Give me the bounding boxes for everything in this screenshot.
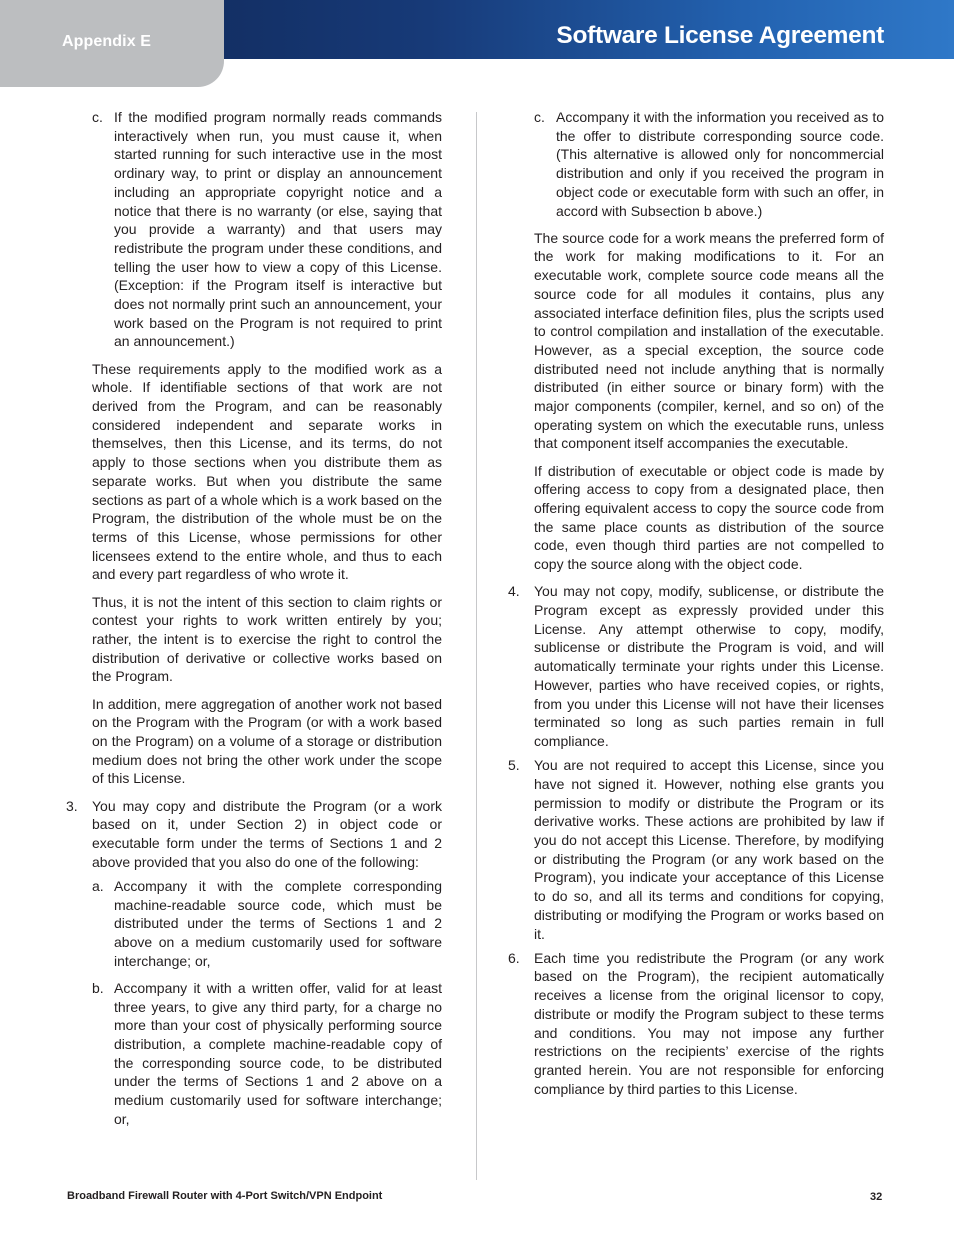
page-number: 32	[870, 1191, 883, 1203]
list-marker: 4.	[508, 583, 520, 600]
list-item-a	[66, 877, 442, 971]
paragraph: In addition, mere aggregation of another work not based on the Program with the Program (or with a work based on the Program) on a volume of a storage or distribution medium does not bring the other work under the scope of this License.	[92, 695, 442, 787]
appendix-tab	[0, 0, 224, 87]
list-item-b	[66, 979, 442, 1129]
paragraph: The source code for a work means the preferred form of the work for making modifications to it. For an executable work, complete source code means all the source code for all modules it contains, plus any associated interface definition files, plus the scripts used to control compilation and installation of the executable. However, as a special exception, the source code distributed need not include anything that is normally distributed (in either source or binary form) with the major components (compiler, kernel, and so on) of the operating system on which the executable runs, unless that component itself accompanies the executable.	[534, 229, 884, 452]
list-item-text: Accompany it with the information you received as to the offer to distribute corresponding source code. (This alternative is allowed only for noncommercial distribution and only if you received the program in object code or executable form with such an offer, in accord with Subsection b above.)	[556, 109, 884, 219]
list-marker: b.	[92, 979, 104, 996]
list-item-text: Accompany it with the complete corresponding machine-readable source code, which must be distributed under the terms of Sections 1 and 2 above on a medium customarily used for software interchange; or,	[114, 877, 442, 969]
list-item-text: You may copy and distribute the Program (or a work based on it, under Section 2) in object code or executable form under the terms of Sections 1 and 2 above provided that you also do one of the following:	[92, 797, 442, 870]
list-item-6	[508, 949, 884, 1099]
list-item-text: Each time you redistribute the Program (or any work based on the Program), the recipient automatically receives a license from the original licensor to copy, distribute or modify the Program subject to these terms and conditions. You may not impose any further restrictions on the recipients’ exercise of the rights granted herein. You are not responsible for enforcing compliance by third parties to this License.	[534, 949, 884, 1097]
list-marker: c.	[92, 109, 103, 125]
list-item-3	[66, 797, 442, 872]
list-item-c	[508, 108, 884, 220]
paragraph: Thus, it is not the intent of this section to claim rights or contest your rights to work written entirely by you; rather, the intent is to exercise the right to control the distribution of derivative or collective works based on the Program.	[92, 593, 442, 685]
page-title: Software License Agreement	[556, 22, 884, 49]
column-divider	[476, 112, 477, 1180]
list-marker: 6.	[508, 949, 520, 966]
list-item-4	[508, 582, 884, 750]
list-item-c	[66, 108, 442, 351]
left-column	[66, 108, 442, 1137]
paragraph: These requirements apply to the modified work as a whole. If identifiable sections of that work are not derived from the Program, and can be reasonably considered independent and separate works in themselves, then this License, and its terms, do not apply to those sections when you distribute them as separate works. But when you distribute the same sections as part of a whole which is a work based on the Program, the distribution of the whole must be on the terms of this License, whose permissions for other licensees extend to the entire whole, and thus to each and every part regardless of who wrote it.	[92, 360, 442, 583]
list-marker: c.	[534, 109, 545, 125]
list-item-text: You are not required to accept this License, since you have not signed it. However, nothing else grants you permission to modify or distribute the Program or its derivative works. These actions are prohibited by law if you do not accept this License. Therefore, by modifying or distributing the Program (or any work based on the Program), you indicate your acceptance of this License to do so, and all its terms and conditions for copying, distributing or modifying the Program or works based on it.	[534, 757, 884, 942]
list-item-text: Accompany it with a written offer, valid for at least three years, to give any third party, for a charge no more than your cost of physically performing source distribution, a complete machine-readable copy of the corresponding source code, to be distributed under the terms of Sections 1 and 2 above on a medium customarily used for software interchange; or,	[114, 979, 442, 1127]
list-item-text: You may not copy, modify, sublicense, or distribute the Program except as expressly provided under this License. Any attempt otherwise to copy, modify, sublicense or distribute the Program is void, and will automatically terminate your rights under this License. However, parties who have received copies, or rights, from you under this License will not have their licenses terminated so long as such parties remain in full compliance.	[534, 583, 884, 749]
right-column	[508, 108, 884, 1104]
list-item-text: If the modified program normally reads commands interactively when run, you must cause it, when started running for such interactive use in the most ordinary way, to print or display an announcement including an appropriate copyright notice and a notice that there is no warranty (or else, saying that you provide a warranty) and that users may redistribute the program under these conditions, and telling the user how to view a copy of this License. (Exception: if the Program itself is interactive but does not normally print such an announcement, your work based on the Program is not required to print an announcement.)	[114, 109, 442, 350]
list-marker: 3.	[66, 797, 78, 814]
list-item-5	[508, 756, 884, 943]
appendix-label: Appendix E	[62, 33, 152, 50]
footer-product-name: Broadband Firewall Router with 4-Port Switch/VPN Endpoint	[67, 1190, 383, 1202]
list-marker: a.	[92, 877, 104, 894]
list-marker: 5.	[508, 757, 520, 774]
paragraph: If distribution of executable or object code is made by offering access to copy from a designated place, then offering equivalent access to copy the source code from the same place counts as distribution of the source code, even though third parties are not compelled to copy the source along with the object code.	[534, 462, 884, 573]
